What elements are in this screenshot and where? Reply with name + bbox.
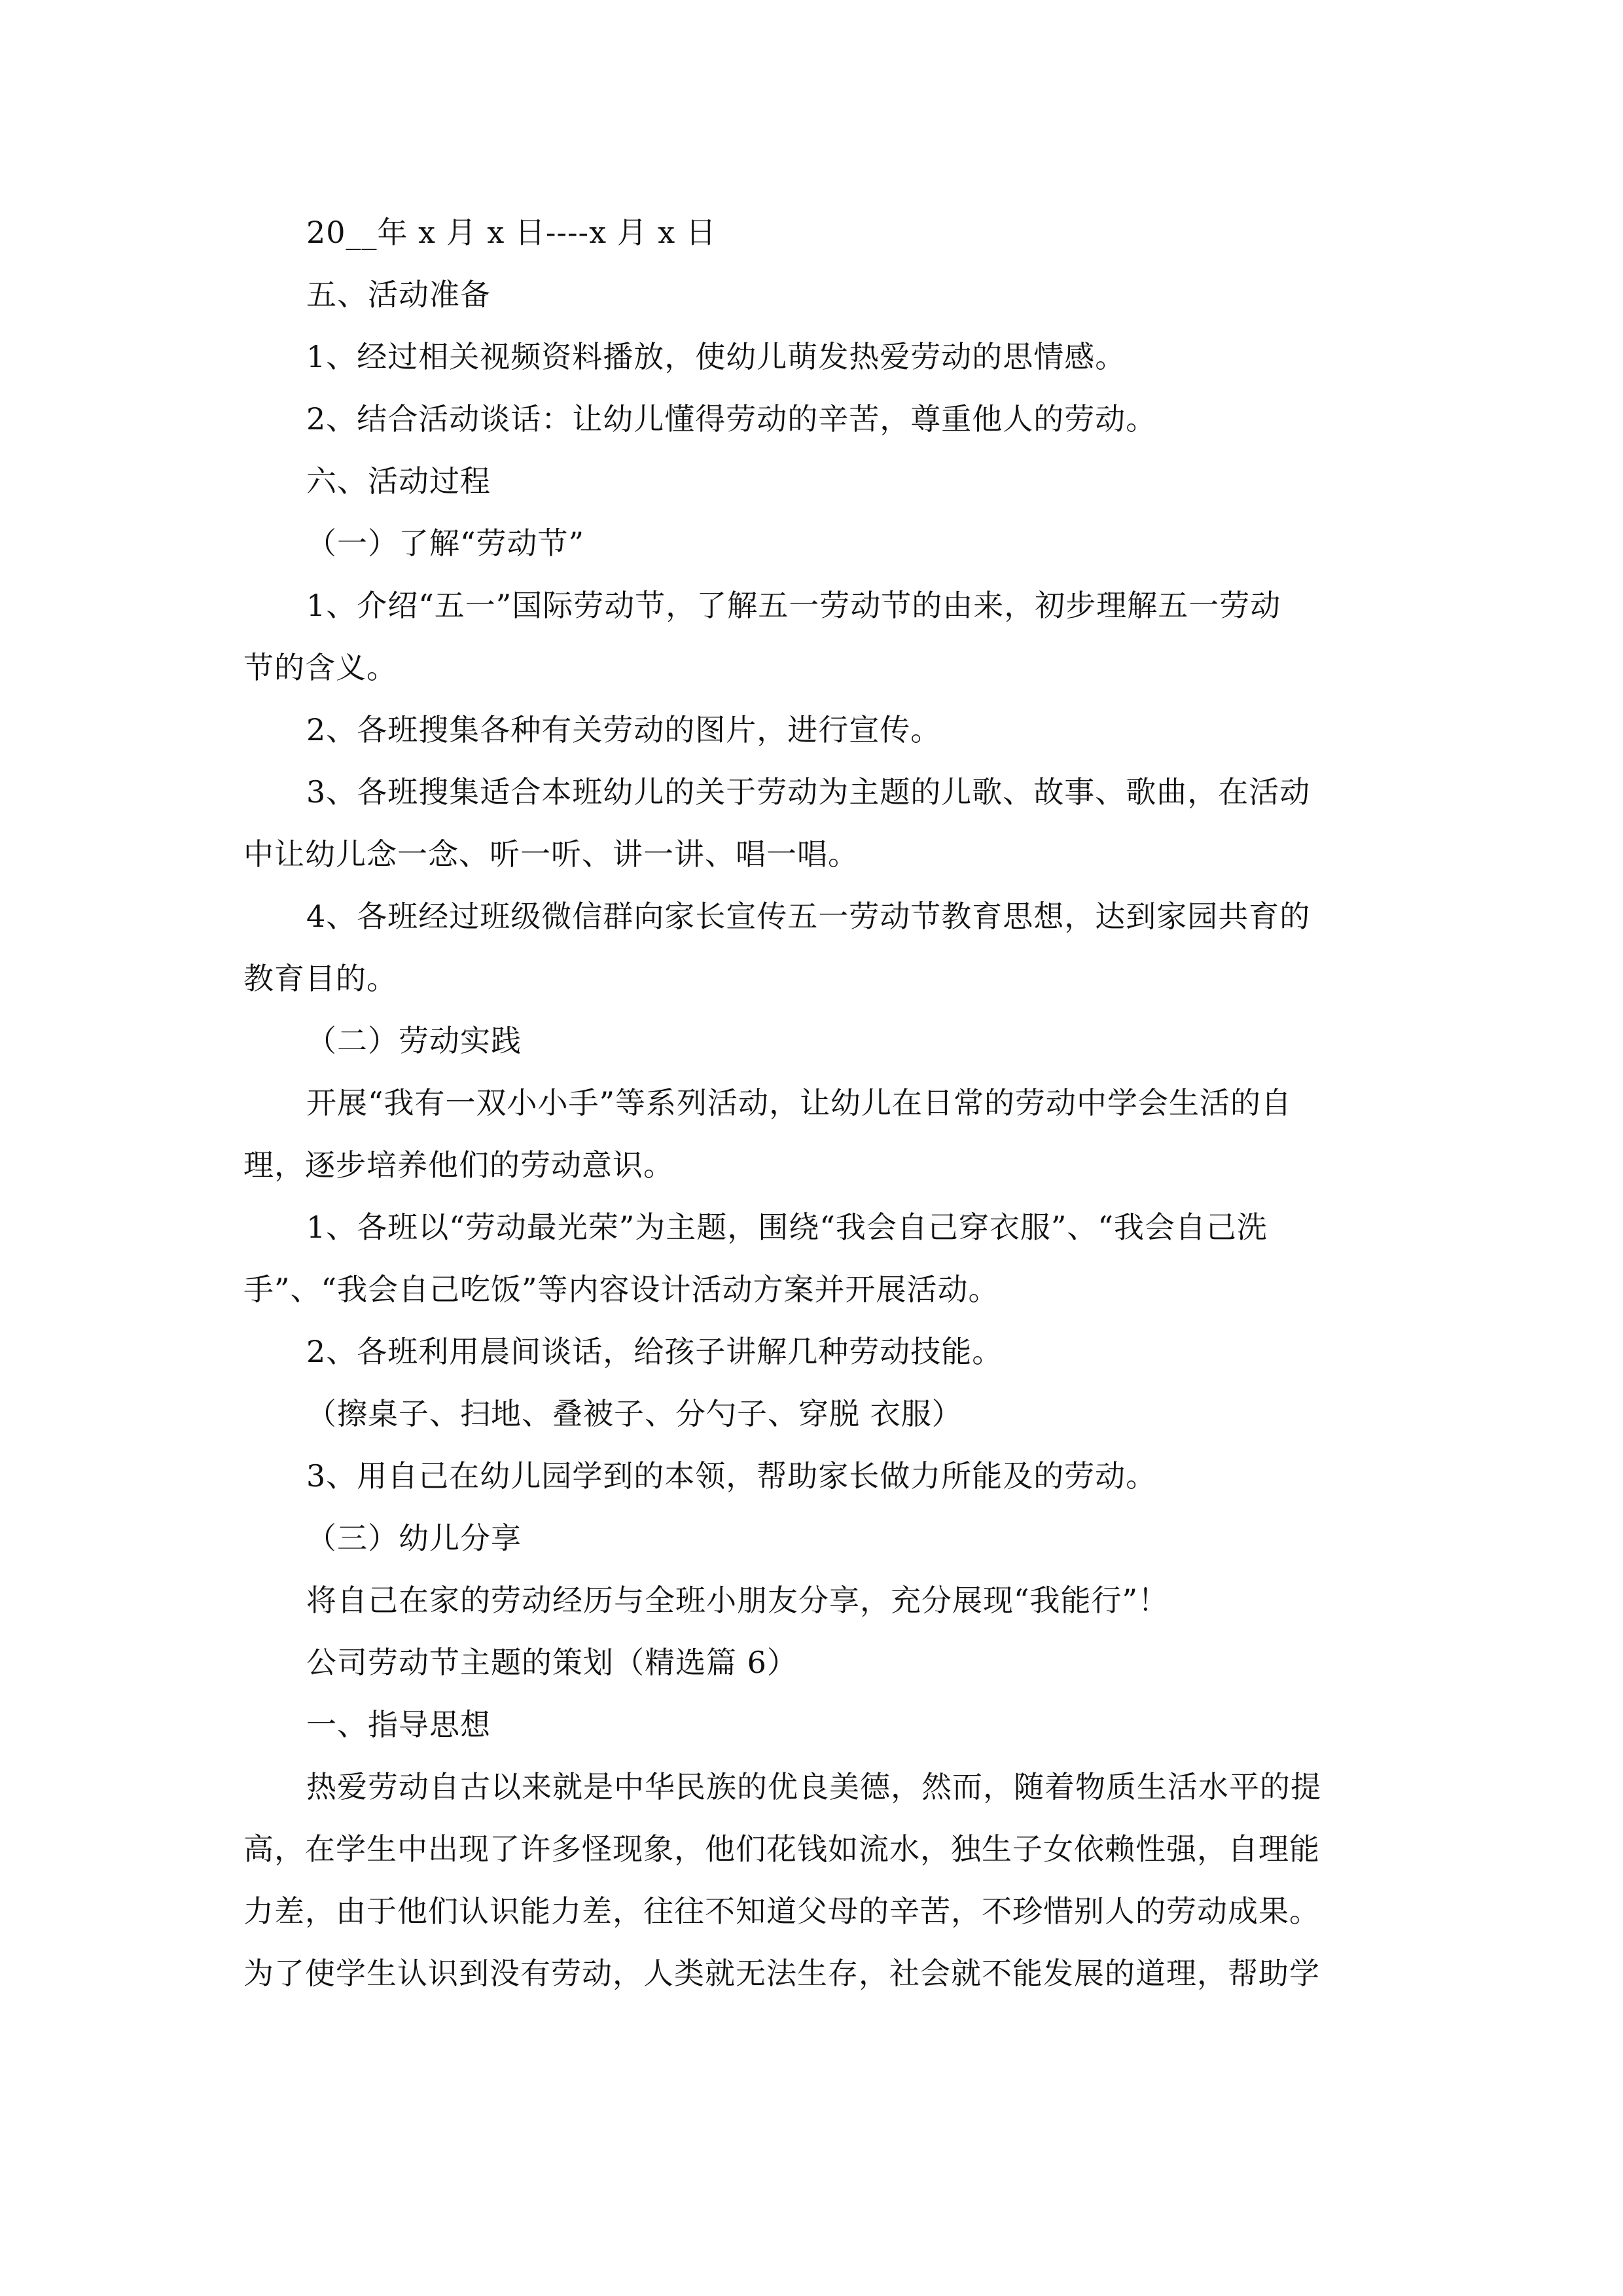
paragraph-line: 理，逐步培养他们的劳动意识。 (243, 1147, 674, 1183)
paragraph-line: 1、各班以“劳动最光荣”为主题，围绕“我会自己穿衣服”、“我会自己洗 (306, 1210, 1268, 1245)
paragraph-line: 3、各班搜集适合本班幼儿的关于劳动为主题的儿歌、故事、歌曲，在活动 (306, 774, 1311, 810)
subsection-heading-understand: （一）了解“劳动节” (306, 526, 585, 561)
paragraph-line: 为了使学生认识到没有劳动，人类就无法生存，社会就不能发展的道理，帮助学 (243, 1956, 1320, 1991)
paragraph-line: （擦桌子、扫地、叠被子、分勺子、穿脱 衣服） (306, 1396, 963, 1431)
paragraph-line: 节的含义。 (243, 650, 397, 685)
paragraph-line: 高，在学生中出现了许多怪现象，他们花钱如流水，独生子女依赖性强，自理能 (243, 1831, 1320, 1867)
paragraph-line: 热爱劳动自古以来就是中华民族的优良美德，然而，随着物质生活水平的提 (306, 1769, 1321, 1804)
section-heading-preparation: 五、活动准备 (306, 277, 491, 312)
paragraph-line: 将自己在家的劳动经历与全班小朋友分享，充分展现“我能行”！ (306, 1583, 1169, 1618)
paragraph-line: 4、各班经过班级微信群向家长宣传五一劳动节教育思想，达到家园共育的 (306, 899, 1311, 934)
section-heading-process: 六、活动过程 (306, 463, 491, 499)
paragraph-line: 力差，由于他们认识能力差，往往不知道父母的辛苦，不珍惜别人的劳动成果。 (243, 1893, 1320, 1929)
paragraph-line: 1、经过相关视频资料播放，使幼儿萌发热爱劳动的思情感。 (306, 339, 1126, 374)
subsection-heading-practice: （二）劳动实践 (306, 1023, 522, 1058)
paragraph-line: 开展“我有一双小小手”等系列活动，让幼儿在日常的劳动中学会生活的自 (306, 1085, 1293, 1121)
paragraph-line: 手”、“我会自己吃饭”等内容设计活动方案并开展活动。 (243, 1272, 999, 1307)
article-title: 公司劳动节主题的策划（精选篇 6） (306, 1645, 798, 1680)
paragraph-line: 中让幼儿念一念、听一听、讲一讲、唱一唱。 (243, 836, 859, 872)
date-range-line: 20__年 x 月 x 日----x 月 x 日 (306, 215, 717, 250)
paragraph-line: 2、各班搜集各种有关劳动的图片，进行宣传。 (306, 712, 942, 747)
section-heading-guiding-thought: 一、指导思想 (306, 1707, 491, 1742)
paragraph-line: 2、结合活动谈话：让幼儿懂得劳动的辛苦，尊重他人的劳动。 (306, 401, 1157, 437)
paragraph-line: 教育目的。 (243, 961, 397, 996)
paragraph-line: 1、介绍“五一”国际劳动节，了解五一劳动节的由来，初步理解五一劳动 (306, 588, 1281, 623)
paragraph-line: 2、各班利用晨间谈话，给孩子讲解几种劳动技能。 (306, 1334, 1003, 1369)
subsection-heading-sharing: （三）幼儿分享 (306, 1520, 522, 1556)
paragraph-line: 3、用自己在幼儿园学到的本领，帮助家长做力所能及的劳动。 (306, 1458, 1157, 1494)
